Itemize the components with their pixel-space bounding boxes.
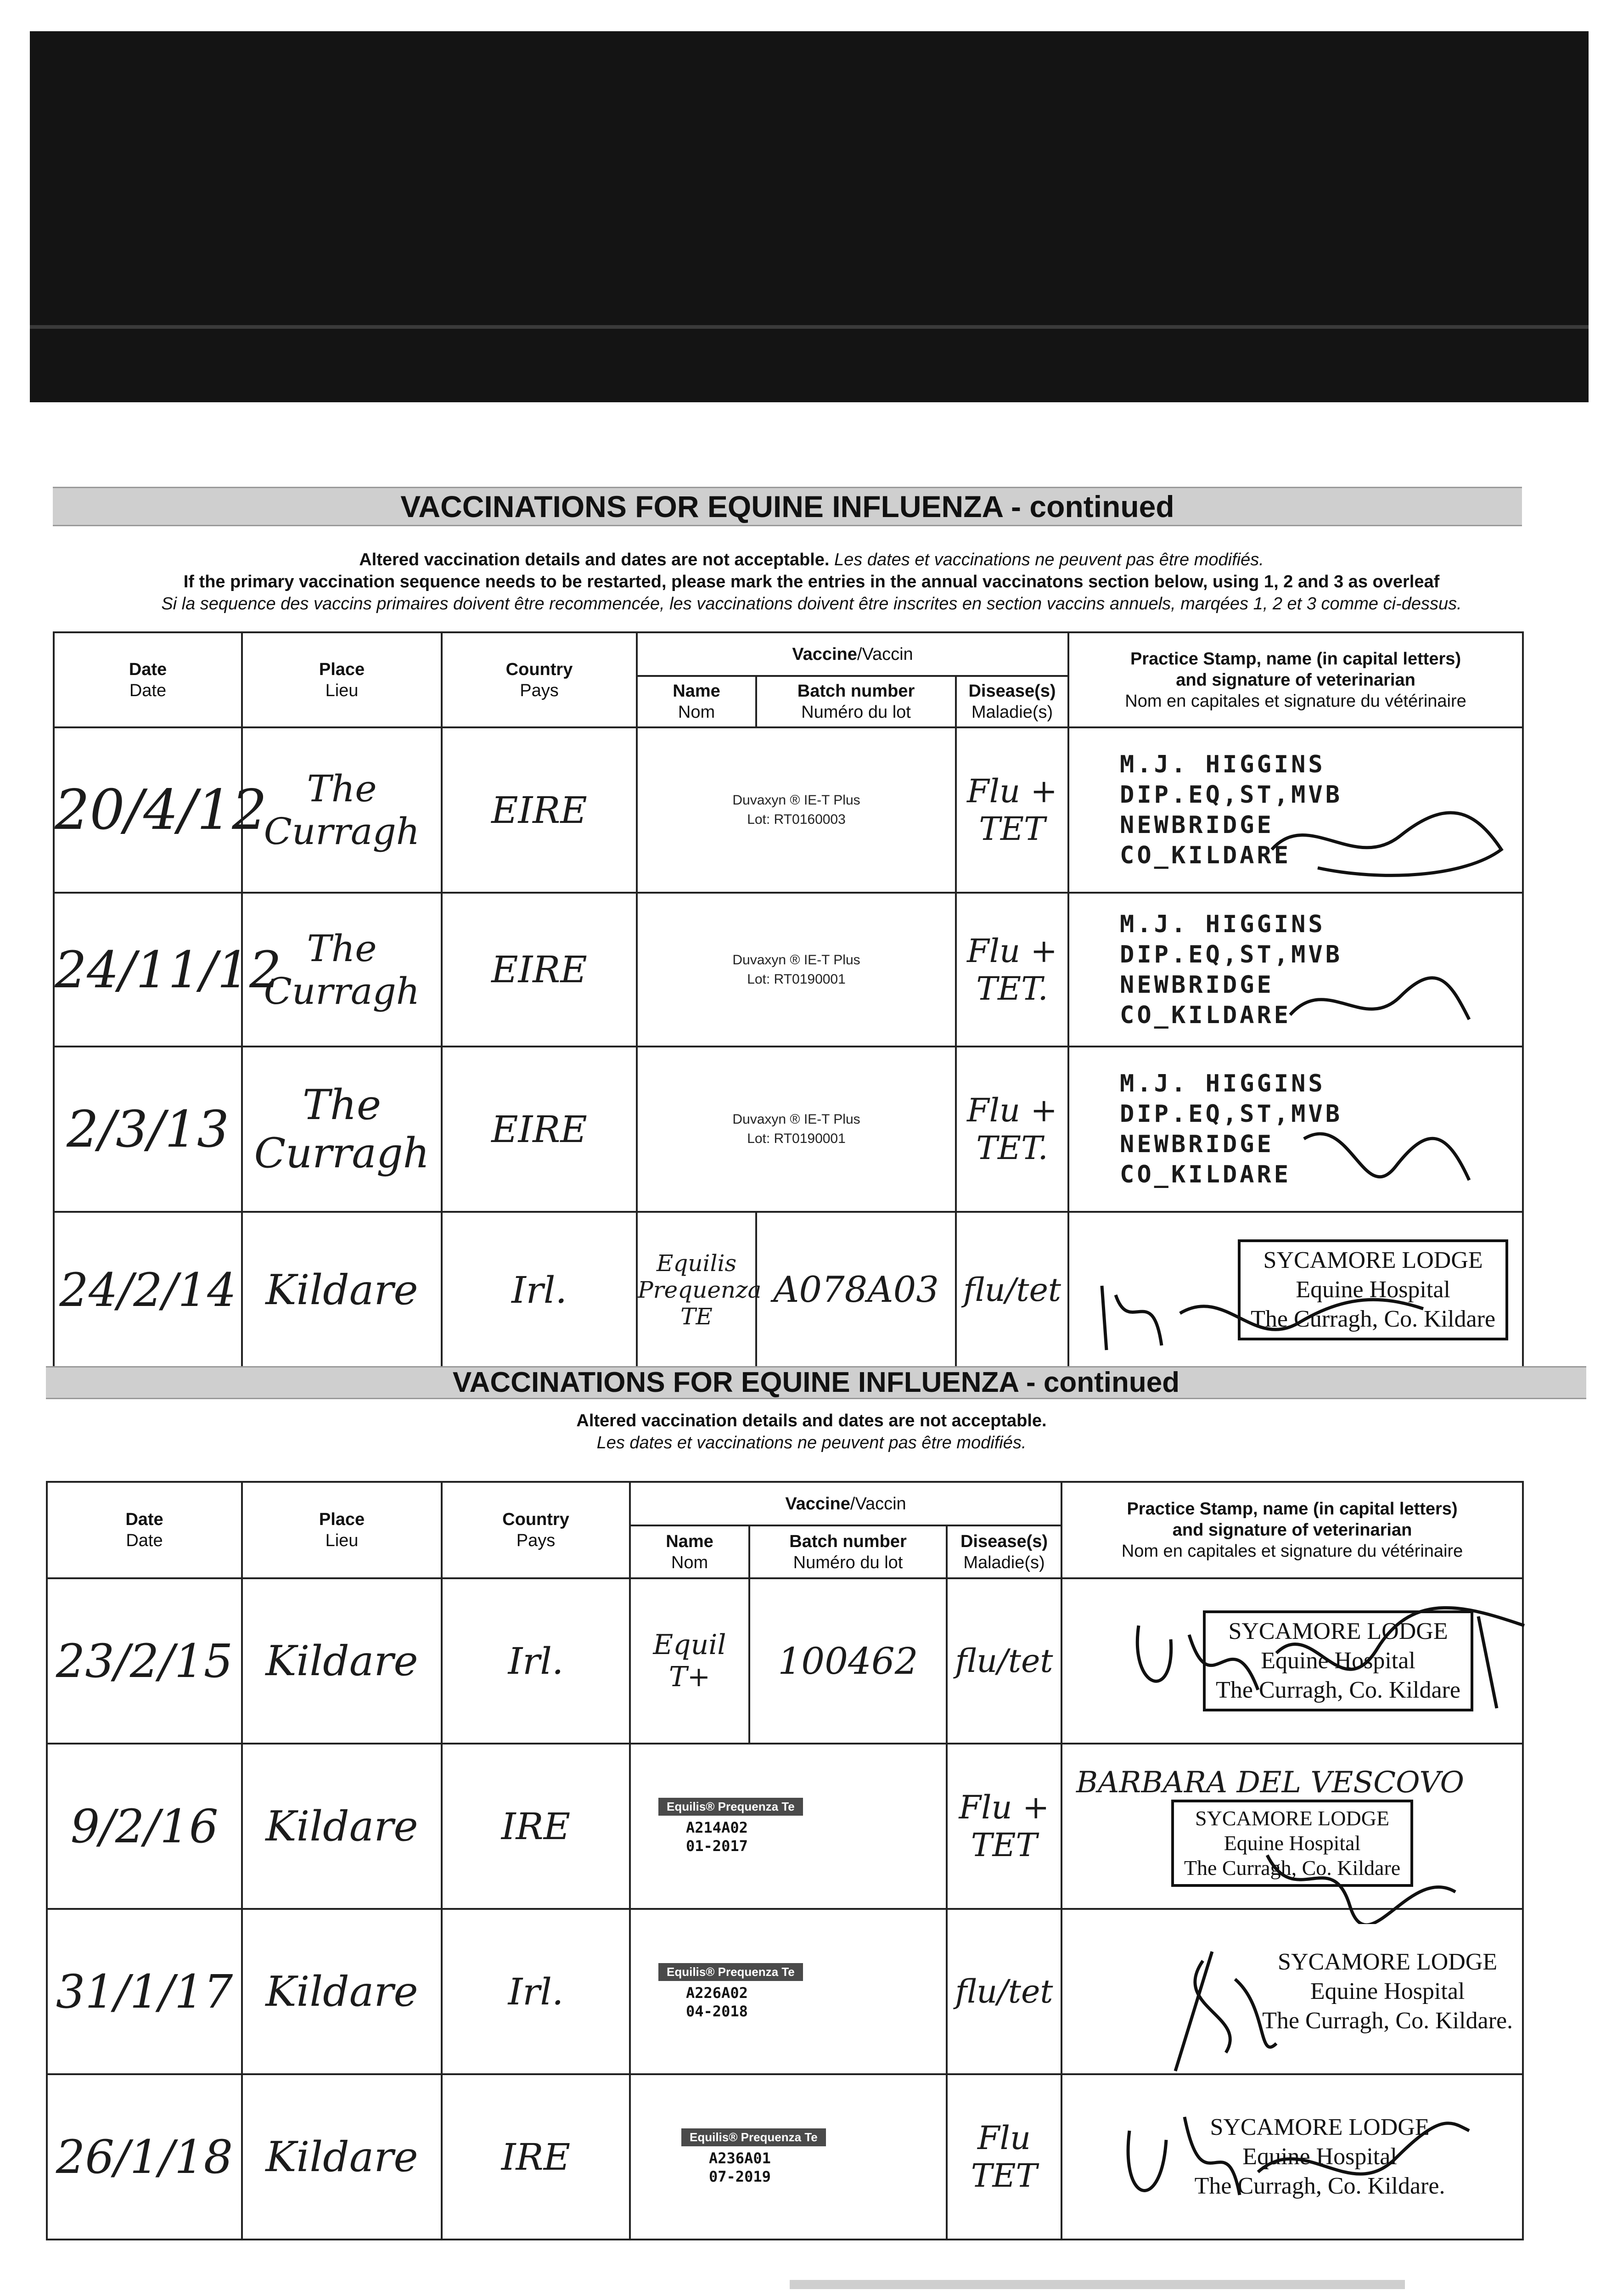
disease-cell: Flu TET (947, 2074, 1061, 2240)
vet-stamp: BARBARA DEL VESCOVO SYCAMORE LODGE Equine Hospital The Curragh, Co. Kildare (1061, 1744, 1523, 1909)
header-date: Date Date (47, 1482, 242, 1578)
vet-stamp: SYCAMORE LODGE Equine Hospital The Curragh, Co. Kildare (1061, 1578, 1523, 1744)
header-vaccine: Vaccine/Vaccin (630, 1482, 1061, 1525)
disease-cell: Flu + TET. (956, 1047, 1068, 1212)
section1-notice-2: If the primary vaccination sequence needs to be restarted, please mark the entries in the annual vaccinatons section below, using 1, 2 and 3 as overleaf (183, 572, 1440, 591)
date-cell: 2/3/13 (54, 1047, 242, 1212)
place-cell: Kildare (242, 2074, 442, 2240)
date-cell: 26/1/18 (47, 2074, 242, 2240)
place-cell: The Curragh (242, 1047, 442, 1212)
batch-cell: 100462 (749, 1578, 947, 1744)
vet-stamp: M.J. HIGGINS DIP.EQ,ST,MVB NEWBRIDGE CO_KILDARE (1068, 893, 1523, 1047)
table-row (47, 1909, 1523, 2074)
disease-cell: Flu + TET (956, 727, 1068, 893)
header-disease: Disease(s) Maladie(s) (947, 1525, 1061, 1578)
date-cell: 31/1/17 (47, 1909, 242, 2074)
table-row (47, 1744, 1523, 1909)
vet-stamp: SYCAMORE LODGE Equine Hospital The Curragh, Co. Kildare. (1061, 2074, 1523, 2240)
header-name: Name Nom (630, 1525, 749, 1578)
vaccine-label: Equilis® Prequenza Te A214A02 01-2017 (630, 1744, 947, 1909)
date-cell: 24/2/14 (54, 1212, 242, 1368)
name-cell: Equil T+ (630, 1578, 749, 1744)
disease-cell: Flu + TET (947, 1744, 1061, 1909)
header-country: Country Pays (442, 632, 637, 727)
vaccine-name-tag: Equilis® Prequenza Te (658, 1798, 803, 1816)
country-cell: EIRE (442, 727, 637, 893)
header-disease: Disease(s) Maladie(s) (956, 676, 1068, 727)
place-cell: Kildare (242, 1909, 442, 2074)
country-cell: Irl. (442, 1212, 637, 1368)
country-cell: Irl. (442, 1578, 630, 1744)
header-place: Place Lieu (242, 1482, 442, 1578)
table-row (54, 1212, 1523, 1368)
date-cell: 24/11/12 (54, 893, 242, 1047)
vaccine-name-tag: Equilis® Prequenza Te (681, 2128, 826, 2146)
vet-stamp: SYCAMORE LODGE Equine Hospital The Curragh, Co. Kildare (1068, 1212, 1523, 1368)
header-country: Country Pays (442, 1482, 630, 1578)
place-cell: Kildare (242, 1578, 442, 1744)
table-row (47, 2074, 1523, 2240)
place-cell: Kildare (242, 1744, 442, 1909)
batch-label: Duvaxyn ® IE-T Plus Lot: RT0190001 (637, 893, 956, 1047)
section2-notice-2: Les dates et vaccinations ne peuvent pas être modifiés. (596, 1433, 1027, 1452)
country-cell: EIRE (442, 1047, 637, 1212)
vet-stamp: M.J. HIGGINS DIP.EQ,ST,MVB NEWBRIDGE CO_KILDARE (1068, 1047, 1523, 1212)
section2-notice-1: Altered vaccination details and dates are not acceptable. (576, 1411, 1047, 1430)
header-name: Name Nom (637, 676, 756, 727)
header-vaccine: Vaccine/Vaccin (637, 632, 1068, 676)
disease-cell: flu/tet (956, 1212, 1068, 1368)
disease-cell: Flu + TET. (956, 893, 1068, 1047)
vaccination-table-2 (46, 1481, 1524, 2240)
table-row (54, 727, 1523, 893)
batch-label: Duvaxyn ® IE-T Plus Lot: RT0160003 (637, 727, 956, 893)
place-cell: The Curragh (242, 727, 442, 893)
section1-notice-1: Altered vaccination details and dates are not acceptable. Les dates et vaccinations ne peuvent pas être modifiés. (359, 550, 1264, 569)
vaccination-table-1 (53, 631, 1524, 1369)
header-batch: Batch number Numéro du lot (756, 676, 956, 727)
section2-banner: VACCINATIONS FOR EQUINE INFLUENZA - continued (46, 1366, 1586, 1399)
name-cell: Equilis Prequenza TE (637, 1212, 756, 1368)
vaccine-name-tag: Equilis® Prequenza Te (658, 1963, 803, 1981)
section1-banner: VACCINATIONS FOR EQUINE INFLUENZA - continued (53, 487, 1522, 526)
batch-cell: A078A03 (756, 1212, 956, 1368)
date-cell: 9/2/16 (47, 1744, 242, 1909)
date-cell: 23/2/15 (47, 1578, 242, 1744)
table-row (54, 893, 1523, 1047)
date-cell: 20/4/12 (54, 727, 242, 893)
vet-stamp: M.J. HIGGINS DIP.EQ,ST,MVB NEWBRIDGE CO_KILDARE (1068, 727, 1523, 893)
place-cell: Kildare (242, 1212, 442, 1368)
batch-label: Duvaxyn ® IE-T Plus Lot: RT0190001 (637, 1047, 956, 1212)
footer-bar (790, 2280, 1405, 2289)
vaccine-label: Equilis® Prequenza Te A236A01 07-2019 (630, 2074, 947, 2240)
table-row (54, 1047, 1523, 1212)
disease-cell: flu/tet (947, 1578, 1061, 1744)
header-stamp: Practice Stamp, name (in capital letters) and signature of veterinarian Nom en capitales et signature du vétérinaire (1068, 632, 1523, 727)
signature-name: BARBARA DEL VESCOVO (1076, 1766, 1464, 1800)
section1-notice-3: Si la sequence des vaccins primaires doivent être recommencée, les vaccinations doivent être inscrites en section vaccins annuels, marqées 1, 2 et 3 comme ci-dessus. (161, 594, 1462, 613)
country-cell: Irl. (442, 1909, 630, 2074)
country-cell: IRE (442, 1744, 630, 1909)
vaccine-label: Equilis® Prequenza Te A226A02 04-2018 (630, 1909, 947, 2074)
vet-stamp: SYCAMORE LODGE Equine Hospital The Curragh, Co. Kildare. (1061, 1909, 1523, 2074)
header-batch: Batch number Numéro du lot (749, 1525, 947, 1578)
country-cell: IRE (442, 2074, 630, 2240)
country-cell: EIRE (442, 893, 637, 1047)
header-place: Place Lieu (242, 632, 442, 727)
place-cell: The Curragh (242, 893, 442, 1047)
table-row (47, 1578, 1523, 1744)
header-stamp: Practice Stamp, name (in capital letters) and signature of veterinarian Nom en capitales et signature du vétérinaire (1061, 1482, 1523, 1578)
redacted-area (30, 31, 1589, 402)
header-date: Date Date (54, 632, 242, 727)
disease-cell: flu/tet (947, 1909, 1061, 2074)
